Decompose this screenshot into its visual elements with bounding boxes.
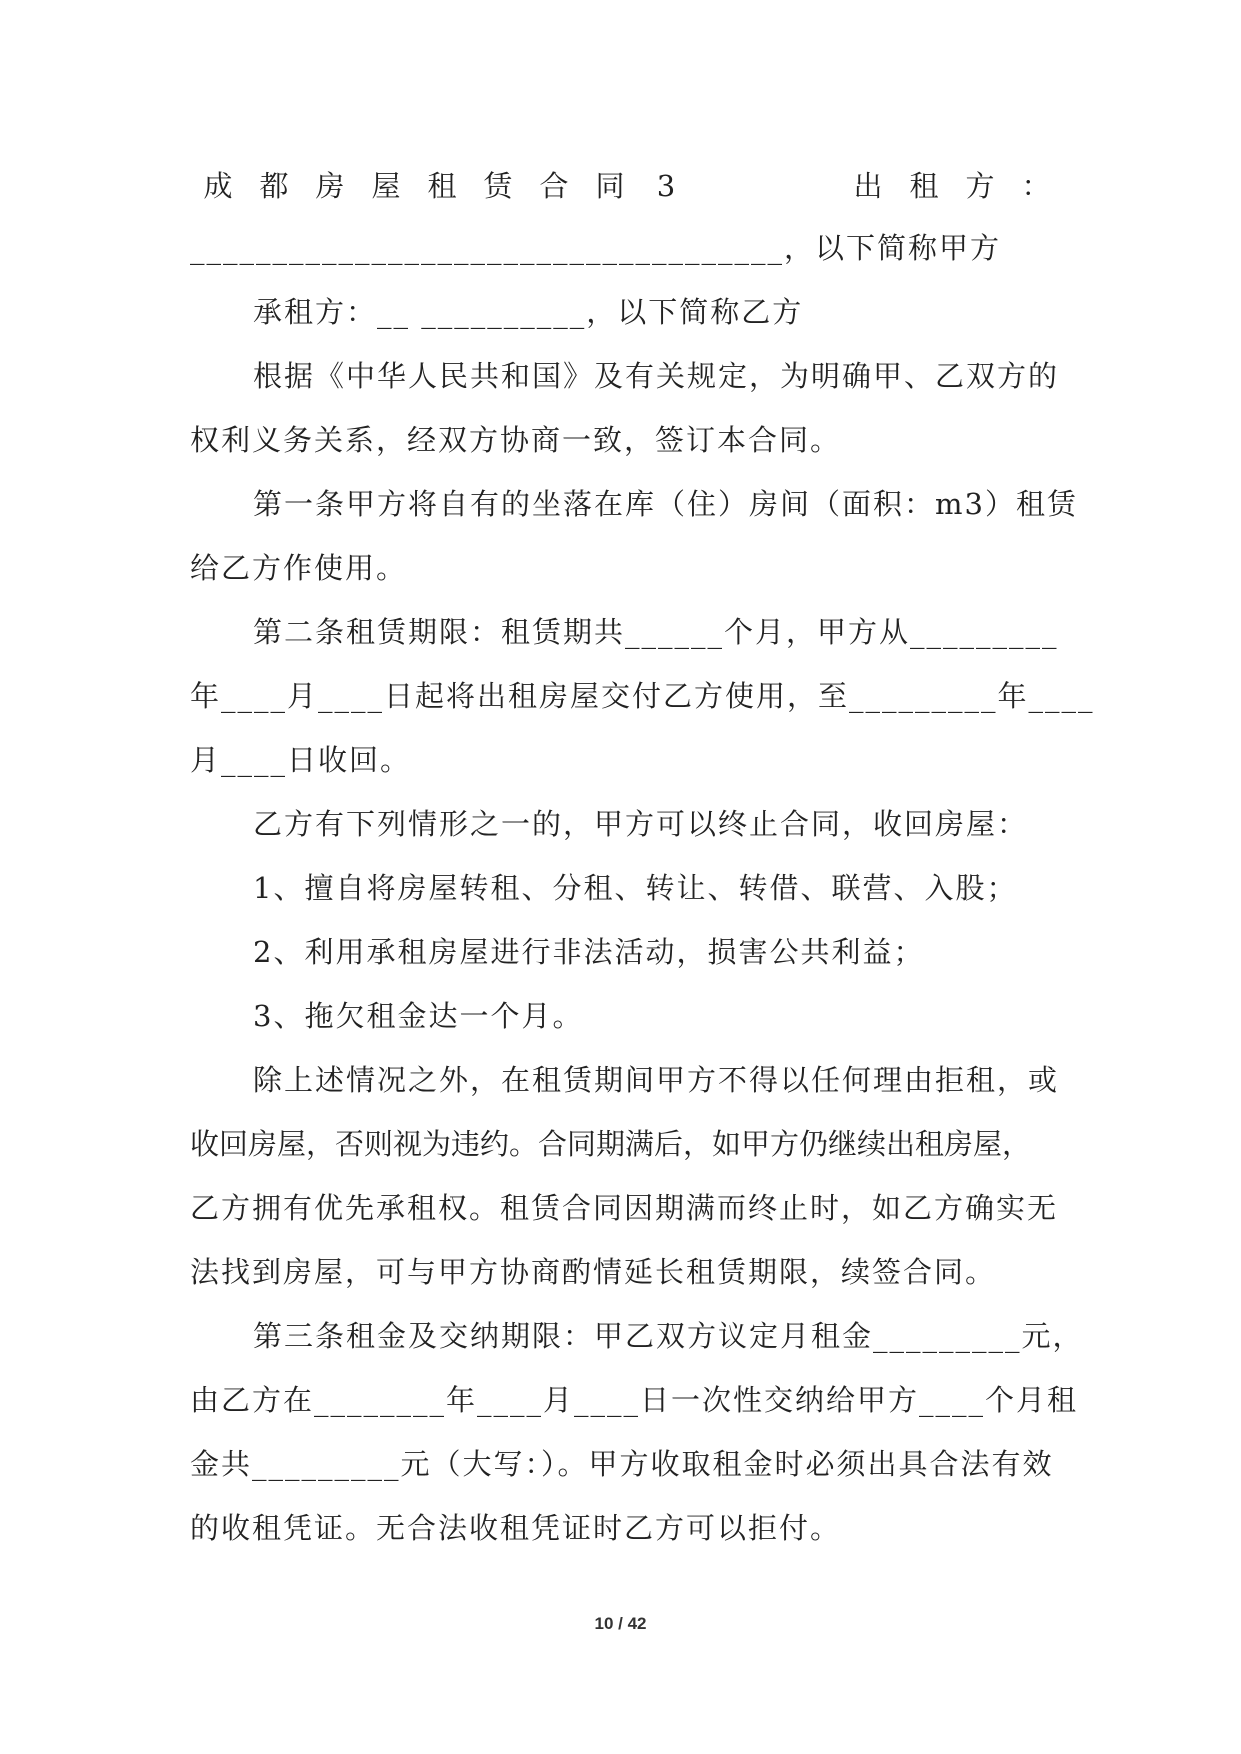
- page-number: 10 / 42: [594, 1614, 647, 1633]
- lessee-line: 承租方：__ __________，以下简称乙方: [253, 295, 804, 329]
- paragraph-line: 权利义务关系，经双方协商一致，签订本合同。: [190, 423, 842, 457]
- lessor-label: [840, 166, 1064, 206]
- list-item: 3、拖欠租金达一个月。: [253, 999, 584, 1033]
- title-char: 屋: [371, 169, 401, 203]
- article-3-line: 金共_________元（大写：）。甲方收取租金时必须出具合法有效: [190, 1447, 1054, 1481]
- paragraph-line: 乙方有下列情形之一的，甲方可以终止合同，收回房屋：: [253, 807, 1029, 841]
- article-2-line: 第二条租赁期限：租赁期共______个月，甲方从_________: [253, 615, 1059, 649]
- lessor-char: ：: [1021, 169, 1051, 203]
- paragraph-line: 除上述情况之外，在租赁期间甲方不得以任何理由拒租，或: [253, 1063, 1060, 1097]
- lessor-char: 出: [853, 169, 883, 203]
- title-char: 成: [203, 169, 233, 203]
- lessor-blank-line: ____________________________________，以下简称甲方: [190, 231, 1002, 265]
- document-title: [190, 166, 694, 206]
- paragraph-line: 收回房屋，否则视为违约。合同期满后，如甲方仍继续出租房屋，: [190, 1127, 1032, 1161]
- title-char: 房: [315, 169, 345, 203]
- article-1-line: 第一条甲方将自有的坐落在库（住）房间（面积：m3）租赁: [253, 487, 1078, 521]
- article-1-line: 给乙方作使用。: [190, 551, 408, 585]
- title-char: 租: [427, 169, 457, 203]
- article-2-line: 月____日收回。: [190, 743, 412, 777]
- lessor-char: 方: [965, 169, 995, 203]
- title-char: 合: [539, 169, 569, 203]
- title-char: 赁: [483, 169, 513, 203]
- paragraph-line: 乙方拥有优先承租权。租赁合同因期满而终止时，如乙方确实无: [190, 1191, 1059, 1225]
- article-3-line: 的收租凭证。无合法收租凭证时乙方可以拒付。: [190, 1511, 842, 1545]
- article-2-line: 年____月____日起将出租房屋交付乙方使用，至_________年____: [190, 679, 1095, 713]
- article-3-line: 由乙方在________年____月____日一次性交纳给甲方____个月租: [190, 1383, 1079, 1417]
- lessor-char: 租: [909, 169, 939, 203]
- paragraph-line: 根据《中华人民共和国》及有关规定，为明确甲、乙双方的: [253, 359, 1060, 393]
- list-item: 2、利用承租房屋进行非法活动，损害公共利益；: [253, 935, 925, 969]
- title-char: 都: [259, 169, 289, 203]
- title-char: 3: [656, 169, 676, 203]
- list-item: 1、擅自将房屋转租、分租、转让、转借、联营、入股；: [253, 871, 1018, 905]
- article-3-line: 第三条租金及交纳期限：甲乙双方议定月租金_________元，: [253, 1319, 1084, 1353]
- title-char: 同: [595, 169, 625, 203]
- paragraph-line: 法找到房屋，可与甲方协商酌情延长租赁期限，续签合同。: [190, 1255, 997, 1289]
